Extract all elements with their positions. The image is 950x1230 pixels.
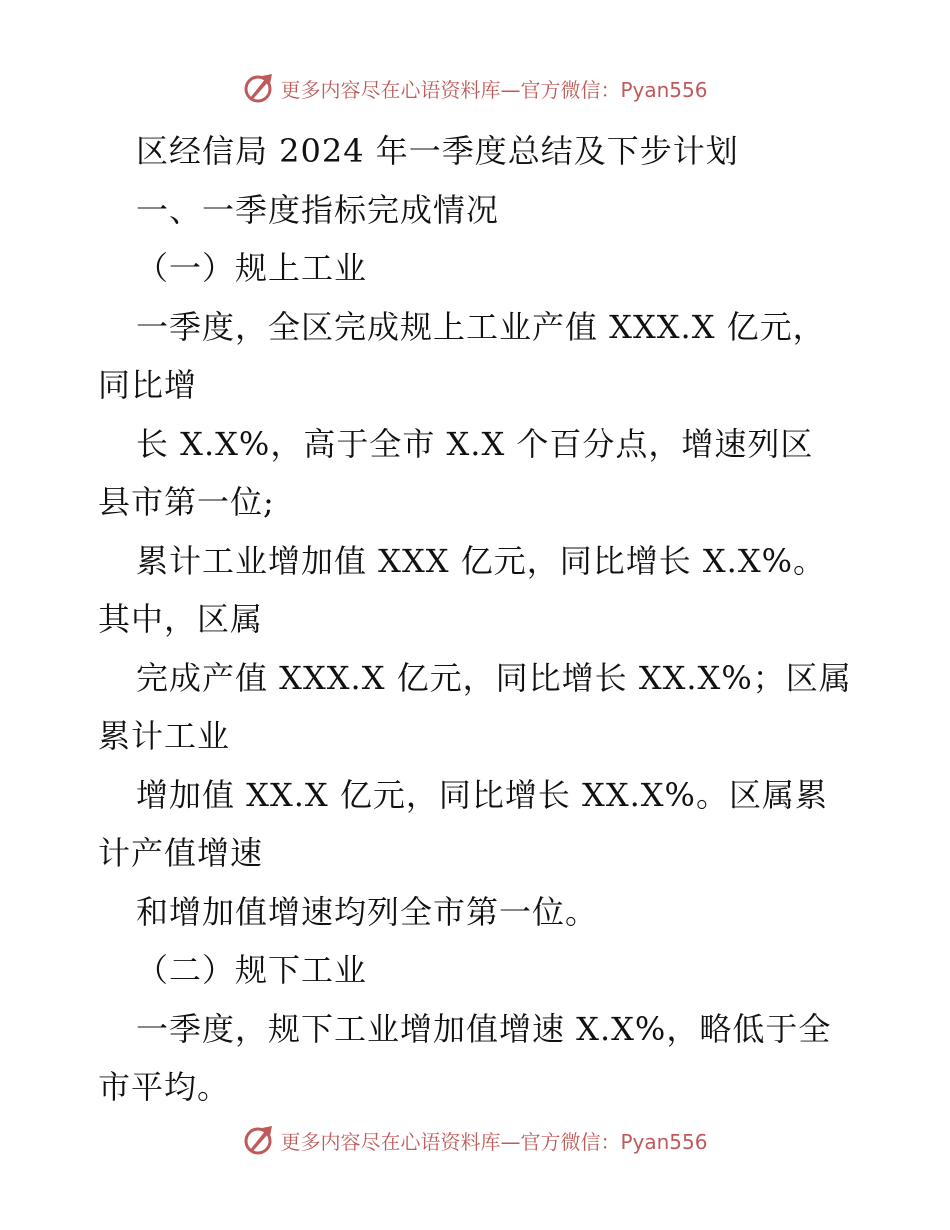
footer-watermark [0,1120,950,1160]
paragraph-line: 完成产值 XXX.X 亿元，同比增长 XX.X%；区属 [136,658,852,697]
paragraph-line: 同比增 [98,366,198,404]
paragraph-line: 一季度，全区完成规上工业产值 XXX.X 亿元， [136,307,826,346]
document-title: 区经信局 2024 年一季度总结及下步计划 [136,132,739,170]
quill-pen-logo-icon [242,72,274,104]
subsection-heading: （一）规上工业 [136,249,368,287]
header-watermark [0,68,950,108]
subsection-heading: （二）规下工业 [136,951,368,989]
paragraph-line: 长 X.X%，高于全市 X.X 个百分点，增速列区 [136,424,814,463]
paragraph-line: 计产值增速 [98,834,264,872]
section-heading: 一、一季度指标完成情况 [136,190,500,229]
paragraph-line: 累计工业增加值 XXX 亿元，同比增长 X.X%。 [136,541,827,580]
paragraph-line: 一季度，规下工业增加值增速 X.X%，略低于全 [136,1009,832,1048]
paragraph-line: 县市第一位; [98,483,275,521]
paragraph-line: 增加值 XX.X 亿元，同比增长 XX.X%。区属累 [136,775,828,814]
quill-pen-logo-icon [242,1124,274,1156]
paragraph-line: 和增加值增速均列全市第一位。 [136,892,599,931]
paragraph-line: 市平均。 [98,1068,231,1106]
paragraph-line: 其中，区属 [98,600,264,638]
document-body [98,122,858,1117]
paragraph-line: 累计工业 [98,717,231,755]
watermark-text: 更多内容尽在心语资料库—官方微信：Pyan556 [280,77,708,102]
watermark-text: 更多内容尽在心语资料库—官方微信：Pyan556 [280,1129,708,1154]
